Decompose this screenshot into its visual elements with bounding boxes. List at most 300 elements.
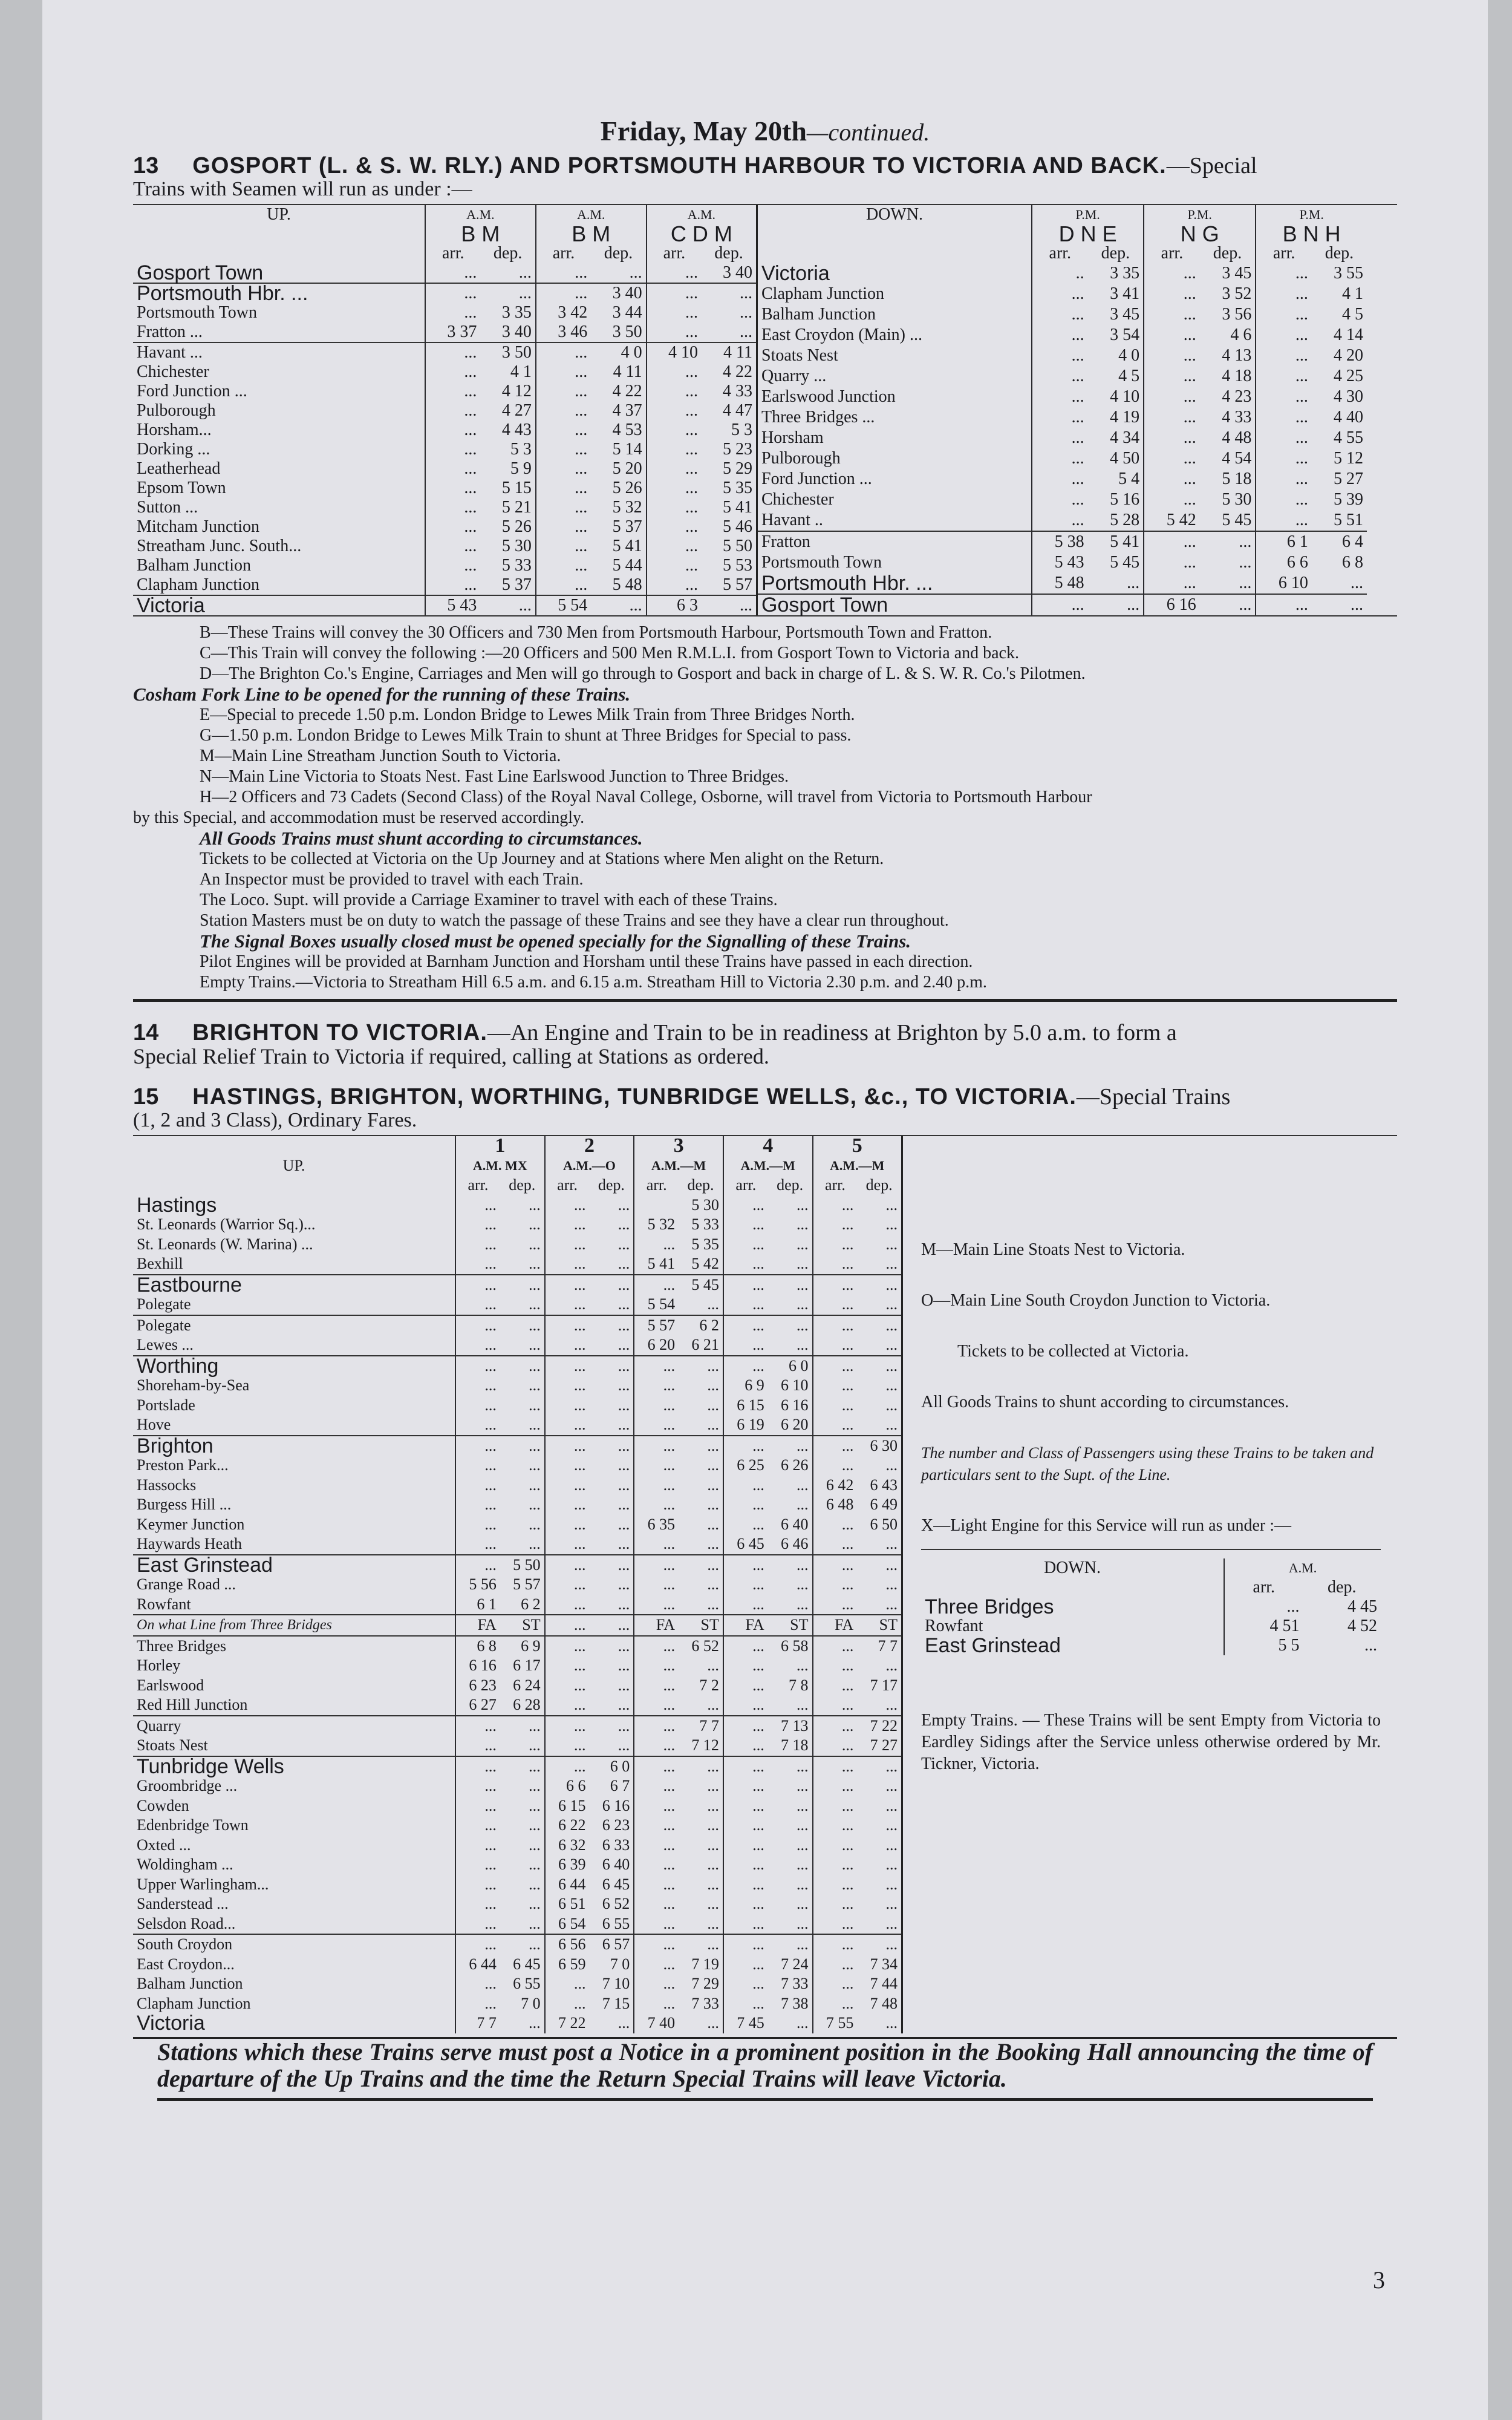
time-cell: ...	[813, 1974, 858, 1994]
time-cell: ...	[536, 479, 591, 498]
time-cell: 5 14	[612, 440, 642, 459]
time-cell: ...	[723, 1796, 768, 1816]
time-cell: ...	[723, 1575, 768, 1595]
section-number: 13	[133, 153, 159, 178]
table-row	[133, 1656, 901, 1676]
time-cell: ...	[813, 1736, 858, 1756]
time-cell: ...	[529, 1875, 541, 1893]
table-row	[921, 1597, 1381, 1617]
time-cell: 3 46	[536, 322, 591, 342]
time-cell: ...	[813, 1695, 858, 1716]
table-row	[133, 1595, 901, 1615]
time-cell: ...	[455, 1515, 500, 1535]
table-row	[133, 1415, 901, 1436]
time-cell: ...	[707, 1515, 719, 1533]
time-cell: ...	[813, 1335, 858, 1356]
page-heading	[133, 115, 1397, 147]
time-cell: ...	[545, 1376, 590, 1396]
time-cell: ...	[813, 1855, 858, 1875]
time-cell: ...	[813, 1955, 858, 1975]
time-cell: ...	[1256, 489, 1312, 510]
note: An Inspector must be provided to travel with each Train.	[200, 870, 584, 889]
table-row	[757, 531, 1367, 552]
time-cell: 4 5	[1118, 366, 1140, 385]
section-15-subheading: (1, 2 and 3 Class), Ordinary Fares.	[133, 1109, 417, 1131]
down-col-letters: N G	[1144, 224, 1256, 244]
time-cell: 3 56	[1222, 304, 1252, 324]
note: Tickets to be collected at Victoria on the Up Journey and at Stations where Men alight on the Return.	[200, 849, 884, 868]
time-cell: ...	[813, 1716, 858, 1736]
time-cell: 7 55	[813, 2013, 858, 2033]
time-cell: 4 10	[647, 342, 702, 362]
time-cell: 3 40	[612, 284, 642, 302]
time-cell: ...	[797, 1496, 809, 1513]
time-cell: ...	[707, 1436, 719, 1454]
dep-label: dep.	[865, 1176, 893, 1194]
time-cell: ...	[618, 1295, 630, 1313]
time-cell: ...	[885, 1235, 898, 1253]
station-name: Clapham Junction	[137, 1994, 251, 2012]
time-cell: ...	[545, 1695, 590, 1716]
dep-label: dep.	[1213, 244, 1242, 263]
time-cell: 6 33	[602, 1836, 630, 1854]
time-cell: ...	[813, 1756, 858, 1777]
time-cell: 5 48	[612, 575, 642, 594]
time-cell: ...	[529, 1535, 541, 1552]
time-cell: ...	[813, 1456, 858, 1476]
time-cell: ...	[634, 1575, 679, 1595]
station-name: Chichester	[137, 362, 209, 381]
time-cell: ...	[885, 1895, 898, 1912]
time-cell: ...	[1144, 448, 1200, 469]
time-cell: 4 48	[1222, 428, 1252, 447]
time-cell: ...	[813, 1994, 858, 2014]
time-cell: ...	[1256, 469, 1312, 489]
station-name: Eastbourne	[137, 1273, 242, 1297]
down-label: DOWN.	[865, 205, 924, 224]
time-cell: ...	[723, 1235, 768, 1255]
time-cell: ...	[425, 401, 480, 420]
arr-label: arr.	[455, 1176, 500, 1195]
table-row	[133, 1716, 901, 1736]
time-cell: ...	[813, 1356, 858, 1376]
time-cell: ...	[618, 1356, 630, 1375]
time-cell: 4 22	[612, 382, 642, 401]
time-cell: 7 7	[699, 1716, 719, 1735]
time-cell: 4 47	[723, 401, 752, 420]
time-cell: ...	[885, 1935, 898, 1953]
time-cell: 7 8	[789, 1676, 809, 1694]
time-cell: ...	[723, 1894, 768, 1914]
time-cell: 5 37	[501, 575, 532, 594]
time-cell: ...	[618, 1476, 630, 1494]
table-row	[133, 1796, 901, 1816]
time-cell: ...	[885, 1836, 898, 1854]
time-cell: 4 25	[1334, 366, 1363, 385]
time-cell: 6 44	[545, 1875, 590, 1895]
time-cell: ...	[536, 283, 591, 303]
time-cell: 4 27	[501, 401, 532, 420]
time-cell: ...	[723, 1254, 768, 1275]
table-row	[133, 420, 756, 440]
section-title-tail: —Special Trains	[1076, 1084, 1231, 1110]
time-cell: ...	[647, 498, 702, 517]
time-cell: ...	[813, 1875, 858, 1895]
time-cell: ...	[813, 1656, 858, 1676]
time-cell: ...	[518, 263, 532, 282]
time-cell: 4 33	[1222, 407, 1252, 427]
time-cell: ...	[1032, 489, 1088, 510]
time-cell: ...	[723, 1335, 768, 1356]
time-cell: 6 40	[781, 1515, 809, 1533]
table-row	[133, 342, 756, 362]
time-cell: ...	[707, 1555, 719, 1574]
station-name: Quarry ...	[761, 366, 827, 385]
time-cell: ...	[536, 382, 591, 401]
time-cell: ...	[529, 1456, 541, 1474]
time-cell: ...	[455, 1235, 500, 1255]
time-cell: ...	[647, 517, 702, 537]
time-cell: ...	[797, 1555, 809, 1574]
time-cell: ...	[813, 1796, 858, 1816]
time-cell: ...	[885, 1535, 898, 1552]
up-col-ampm: A.M.	[536, 205, 647, 224]
time-cell: 5 16	[1110, 489, 1140, 509]
section-number: 14	[133, 1020, 159, 1045]
time-cell: ...	[425, 498, 480, 517]
section-13-timetable	[133, 205, 1397, 615]
station-name: East Croydon...	[137, 1955, 235, 1973]
time-cell: 5 4	[1118, 469, 1140, 488]
time-cell: 4 13	[1222, 345, 1252, 365]
time-cell: ...	[529, 1275, 541, 1293]
time-cell: ...	[885, 1777, 898, 1794]
time-cell: ...	[529, 1757, 541, 1775]
time-cell: ...	[647, 537, 702, 556]
time-cell: 6 2	[699, 1316, 719, 1334]
time-cell: 4 11	[723, 343, 752, 362]
time-cell: 6 19	[723, 1415, 768, 1436]
time-cell: 7 0	[610, 1955, 630, 1973]
time-cell: ...	[647, 420, 702, 440]
up-col-letters: B M	[536, 224, 647, 244]
table-row	[757, 428, 1367, 448]
time-cell: 5 29	[723, 459, 752, 478]
am-label: A.M.	[1224, 1558, 1381, 1578]
time-cell: ...	[618, 1215, 630, 1233]
time-cell: ...	[1256, 387, 1312, 407]
time-cell: 7 27	[870, 1736, 898, 1754]
section-15-body	[133, 1136, 1397, 2033]
time-cell: ...	[885, 1757, 898, 1775]
table-row	[133, 1215, 901, 1235]
time-cell: ...	[723, 1695, 768, 1716]
time-cell: ...	[618, 1637, 630, 1655]
time-cell: 6 8	[1342, 552, 1363, 572]
time-cell: ...	[425, 342, 480, 362]
time-cell: ...	[618, 1275, 630, 1293]
station-name: Burgess Hill ...	[137, 1496, 232, 1513]
time-cell: ...	[618, 2014, 630, 2032]
time-cell: 6 20	[781, 1416, 809, 1433]
time-cell: ...	[536, 459, 591, 479]
time-cell: 4 37	[612, 401, 642, 420]
time-cell: ...	[1144, 284, 1200, 304]
time-cell: 6 50	[870, 1515, 898, 1533]
station-name: Cowden	[137, 1796, 189, 1814]
time-cell: ...	[1032, 448, 1088, 469]
time-cell: ...	[797, 1856, 809, 1873]
time-cell: ...	[529, 1195, 541, 1214]
time-cell: ...	[885, 1816, 898, 1834]
time-cell: ...	[813, 1534, 858, 1555]
time-cell: ...	[1239, 573, 1252, 592]
arr-label: arr.	[647, 244, 702, 263]
time-cell: 7 44	[870, 1975, 898, 1992]
station-name: Lewes ...	[137, 1336, 194, 1353]
cosham-note: Cosham Fork Line to be opened for the running of these Trains.	[133, 684, 631, 705]
station-name: On what Line from Three Bridges	[137, 1617, 332, 1633]
time-cell: ...	[1256, 510, 1312, 531]
time-cell: ...	[1256, 448, 1312, 469]
time-cell: 7 22	[870, 1716, 898, 1735]
note: M—Main Line Streatham Junction South to Victoria.	[200, 747, 561, 765]
time-cell: ...	[1032, 428, 1088, 448]
time-cell: ...	[455, 1195, 500, 1215]
time-cell: ...	[455, 1756, 500, 1777]
time-cell: ...	[1127, 573, 1140, 592]
time-cell: 6 21	[691, 1336, 719, 1353]
time-cell: 3 41	[1110, 284, 1140, 303]
time-cell: ...	[797, 1777, 809, 1794]
time-cell: 5 43	[1032, 552, 1088, 573]
timetable-page	[42, 0, 1488, 2420]
time-cell: ...	[545, 1575, 590, 1595]
time-cell: ...	[529, 1376, 541, 1394]
time-cell: 5 45	[1110, 552, 1140, 572]
station-name: Preston Park...	[137, 1456, 229, 1474]
time-cell: 5 38	[1032, 531, 1088, 552]
time-cell: 6 16	[455, 1656, 500, 1676]
time-cell: ...	[618, 1555, 630, 1574]
time-cell: ...	[707, 1535, 719, 1552]
section-title: HASTINGS, BRIGHTON, WORTHING, TUNBRIDGE WELLS, &c., TO VICTORIA.	[192, 1084, 1077, 1110]
train-number: 3	[634, 1136, 723, 1156]
time-cell: ...	[545, 1656, 590, 1676]
time-cell: ...	[529, 1436, 541, 1454]
time-cell: ...	[885, 2014, 898, 2032]
time-cell: ...	[634, 1894, 679, 1914]
time-cell: FA	[723, 1615, 768, 1636]
time-cell: ...	[723, 1215, 768, 1235]
table-row	[133, 1676, 901, 1696]
time-cell: ...	[885, 1396, 898, 1414]
time-cell: ...	[707, 2014, 719, 2032]
station-name: Clapham Junction	[137, 575, 259, 594]
time-cell: ...	[545, 1396, 590, 1416]
station-name: St. Leonards (W. Marina) ...	[137, 1235, 313, 1253]
table-row	[133, 2013, 901, 2033]
time-cell: ...	[707, 1895, 719, 1912]
time-cell: ...	[740, 596, 752, 615]
table-row	[757, 345, 1367, 366]
time-cell: ...	[634, 1776, 679, 1796]
time-cell: ...	[634, 1396, 679, 1416]
time-cell: 4 19	[1110, 407, 1140, 427]
time-cell: ...	[797, 1595, 809, 1613]
time-cell: ...	[634, 1275, 679, 1295]
time-cell: ...	[545, 1215, 590, 1235]
time-cell: 6 46	[781, 1535, 809, 1552]
time-cell: 4 0	[621, 343, 642, 362]
time-cell: ...	[723, 1436, 768, 1456]
time-cell: ...	[545, 1254, 590, 1275]
time-cell: 5 28	[1110, 510, 1140, 529]
dep-label: dep.	[604, 244, 633, 263]
time-cell: ...	[545, 1335, 590, 1356]
time-cell: 7 48	[870, 1994, 898, 2012]
time-cell: ...	[634, 1914, 679, 1935]
time-cell: ...	[425, 303, 480, 322]
time-cell: ...	[455, 1994, 500, 2014]
time-cell: ...	[618, 1736, 630, 1754]
time-cell: ...	[1144, 345, 1200, 366]
time-cell: ...	[529, 1396, 541, 1414]
time-cell: 5 30	[501, 537, 532, 555]
time-cell: ...	[629, 596, 642, 615]
time-cell: 5 5	[1224, 1636, 1303, 1655]
time-cell: ...	[797, 1875, 809, 1893]
time-cell: ...	[634, 1356, 679, 1376]
time-cell: ...	[707, 1376, 719, 1394]
note: Station Masters must be on duty to watch the passage of these Trains and see they have a clear run throughout.	[200, 911, 949, 930]
time-cell: 5 50	[723, 537, 752, 555]
table-row	[133, 575, 756, 595]
note: The Loco. Supt. will provide a Carriage Examiner to travel with each of these Trains.	[200, 891, 778, 909]
time-cell: ...	[545, 1974, 590, 1994]
station-name: Portsmouth Town	[137, 303, 257, 322]
time-cell: 3 52	[1222, 284, 1252, 303]
time-cell: ...	[634, 1555, 679, 1575]
station-name: Selsdon Road...	[137, 1914, 236, 1932]
time-cell: ...	[707, 1836, 719, 1854]
time-cell: ...	[707, 1476, 719, 1494]
time-cell: ...	[634, 1756, 679, 1777]
time-cell: ...	[455, 1215, 500, 1235]
time-cell: ...	[1364, 1636, 1377, 1655]
time-cell: ...	[518, 284, 532, 302]
time-cell: ...	[707, 1816, 719, 1834]
time-cell: ...	[455, 1776, 500, 1796]
time-cell: 3 55	[1334, 263, 1363, 283]
time-cell: ...	[707, 1914, 719, 1932]
time-cell: 6 44	[455, 1955, 500, 1975]
time-cell: ...	[536, 575, 591, 595]
time-cell: ...	[618, 1496, 630, 1513]
time-cell: 5 30	[691, 1195, 719, 1214]
train-number: 2	[545, 1136, 634, 1156]
time-cell: ...	[529, 1856, 541, 1873]
section-15-heading	[133, 1084, 1397, 1110]
time-cell: ...	[455, 1555, 500, 1575]
note-x: X—Light Engine for this Service will run as under :—	[921, 1516, 1291, 1535]
time-cell: ...	[1032, 510, 1088, 531]
time-cell: 6 49	[870, 1496, 898, 1513]
time-cell: ...	[723, 1495, 768, 1515]
time-cell: 5 35	[723, 479, 752, 497]
time-cell: ...	[723, 1756, 768, 1777]
time-cell: 4 0	[1118, 345, 1140, 365]
time-cell: 5 44	[612, 556, 642, 575]
time-cell: ST	[700, 1616, 719, 1634]
section-number: 15	[133, 1084, 159, 1110]
time-cell: ...	[797, 1895, 809, 1912]
time-cell: 6 20	[634, 1335, 679, 1356]
signal-note: The Signal Boxes usually closed must be opened specially for the Signalling of these Trains.	[200, 930, 911, 952]
time-cell: 6 23	[602, 1816, 630, 1834]
up-label: UP.	[267, 205, 291, 224]
station-name: Fratton	[761, 532, 810, 551]
time-cell: 6 1	[455, 1595, 500, 1615]
time-cell: 4 1	[1342, 284, 1363, 303]
time-cell: 7 15	[602, 1994, 630, 2012]
down-table	[756, 205, 1367, 615]
station-name: Oxted ...	[137, 1836, 191, 1854]
train-number: 5	[813, 1136, 902, 1156]
time-cell: ..	[1032, 263, 1088, 284]
time-cell: ...	[545, 1534, 590, 1555]
time-cell: ...	[1032, 345, 1088, 366]
table-row	[133, 303, 756, 322]
time-cell: ...	[723, 1836, 768, 1856]
time-cell: ...	[1144, 428, 1200, 448]
time-cell: 4 30	[1334, 387, 1363, 406]
time-cell: 4 22	[723, 362, 752, 381]
note-goods: All Goods Trains to shunt according to circumstances.	[921, 1393, 1289, 1411]
time-cell: ...	[455, 1836, 500, 1856]
down-col-ampm: P.M.	[1256, 205, 1367, 224]
time-cell: ...	[529, 1736, 541, 1754]
time-cell: ...	[647, 479, 702, 498]
time-cell: ...	[1144, 387, 1200, 407]
time-cell: ...	[529, 1895, 541, 1912]
note: G—1.50 p.m. London Bridge to Lewes Milk Train to shunt at Three Bridges for Special to pass.	[200, 726, 852, 745]
time-cell: ...	[425, 283, 480, 303]
time-cell: ...	[545, 1615, 590, 1636]
time-cell: 6 7	[610, 1777, 630, 1794]
time-cell: ...	[797, 1436, 809, 1454]
time-cell: ...	[885, 1575, 898, 1593]
time-cell: ...	[813, 1595, 858, 1615]
time-cell: 5 35	[691, 1235, 719, 1253]
time-cell: ...	[797, 1914, 809, 1932]
time-cell: ...	[813, 1315, 858, 1336]
time-cell: ...	[545, 1195, 590, 1215]
table-row	[133, 1275, 901, 1295]
time-cell: ...	[425, 556, 480, 575]
station-name: Three Bridges ...	[761, 407, 875, 427]
time-cell: 5 3	[510, 440, 532, 459]
time-cell: ...	[1239, 595, 1252, 614]
station-name: Pulborough	[137, 401, 216, 420]
time-cell: 6 57	[602, 1935, 630, 1953]
table-row	[133, 1476, 901, 1496]
station-name: Rowfant	[925, 1617, 983, 1635]
time-cell: ...	[634, 1376, 679, 1396]
station-name: Balham Junction	[137, 556, 251, 575]
section-13-heading	[133, 153, 1397, 178]
time-cell: 4 34	[1110, 428, 1140, 447]
